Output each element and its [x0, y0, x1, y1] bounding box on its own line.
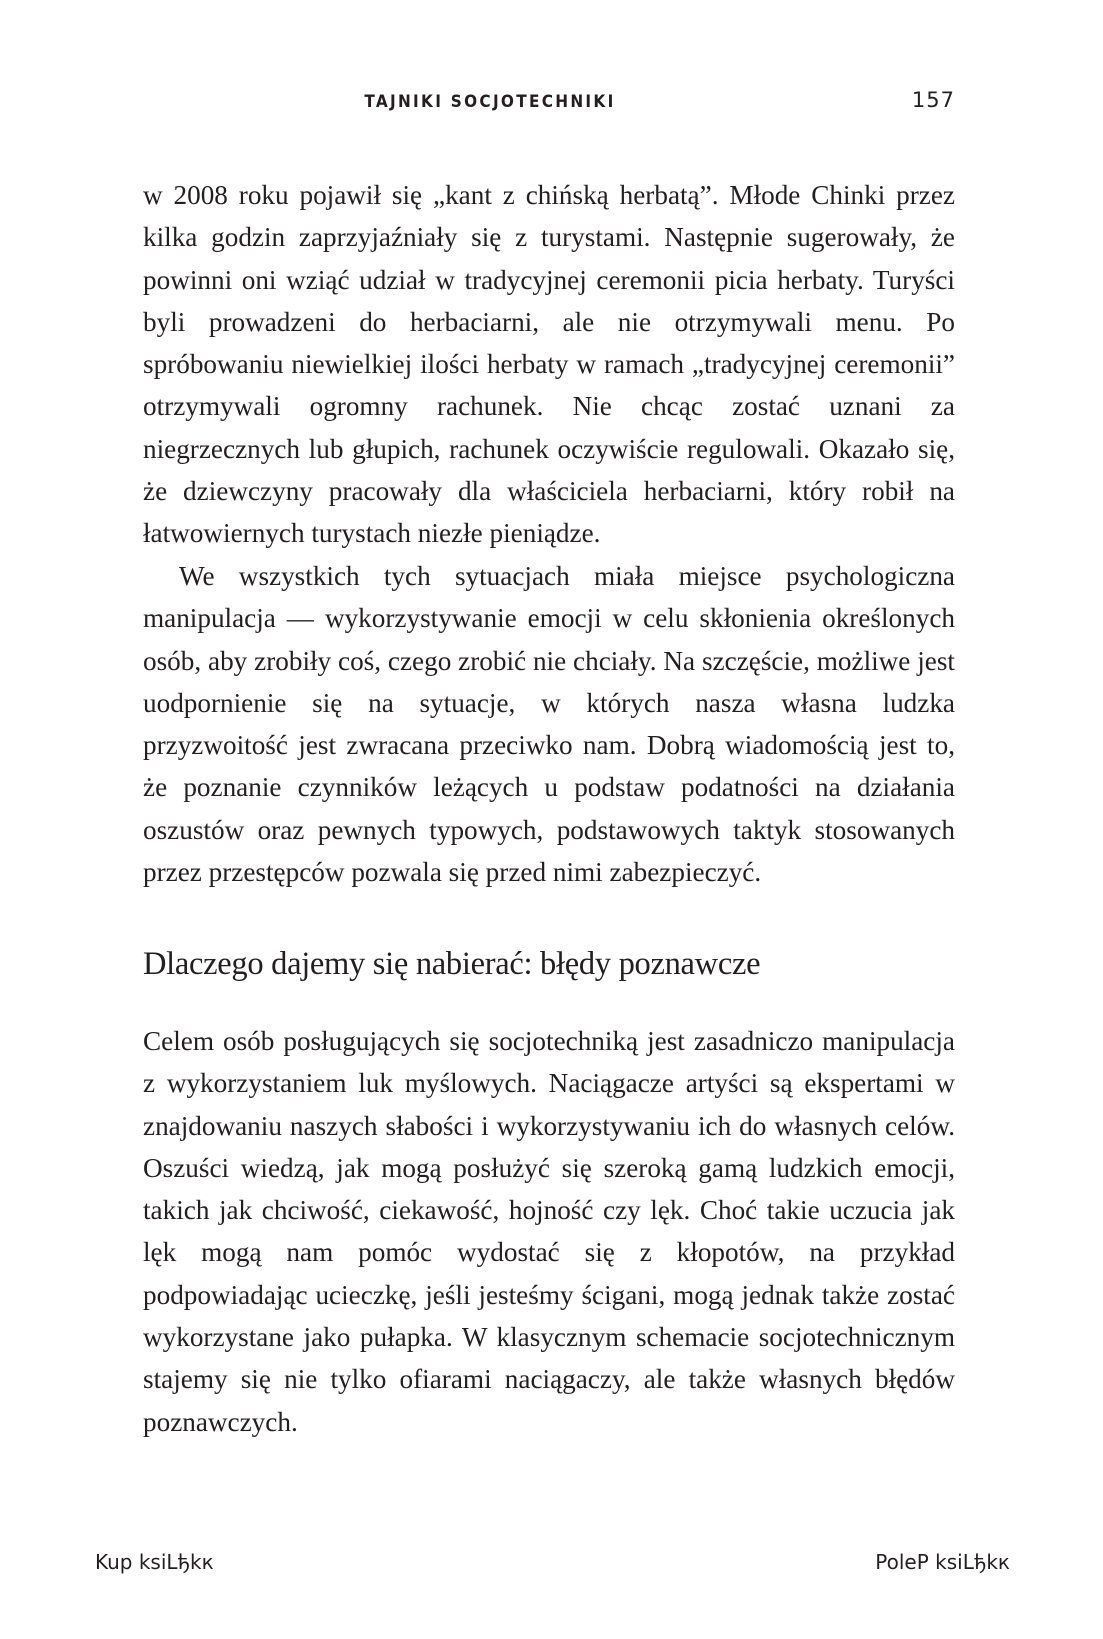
paragraph-cognitive-biases: Celem osób posługujących się socjotechniką jest zasadniczo manipulacja z wykorzystaniem luk myślowych. Naciągacze artyści są ekspertami w znajdowaniu naszych słabości i wykorzystywaniu ich do własnych celów. Oszuści wiedzą, jak mogą posłużyć się szeroką gamą ludzkich emocji, takich jak chciwość, ciekawość, hojność czy lęk. Choć takie uczucia jak lęk mogą nam pomóc wydostać się z kłopotów, na przykład podpowiadając ucieczkę, jeśli jesteśmy ścigani, mogą jednak także zostać wykorzystane jako pułapka. W klasycznym schemacie socjotechnicznym stajemy się nie tylko ofiarami naciągaczy, ale także własnych błędów poznawczych. [143, 1026, 955, 1437]
recommend-book-link[interactable]: PoleP ksiLђkк [875, 1550, 1010, 1574]
paragraph-continuation: w 2008 roku pojawił się „kant z chińską herbatą”. Młode Chinki przez kilka godzin zaprzyjaźniały się z turystami. Następnie sugerowały, że powinni oni wziąć udział w tradycyjnej ceremonii picia herbaty. Turyści byli prowadzeni do herbaciarni, ale nie otrzymywali menu. Po spróbowaniu niewielkiej ilości herbaty w ramach „tradycyjnej ceremonii” otrzymywali ogromny rachunek. Nie chcąc zostać uznani za niegrzecznych lub głupich, rachunek oczywiście regulowali. Okazało się, że dziewczyny pracowały dla właściciela herbaciarni, który robił na łatwowiernych turystach niezłe pieniądze. [143, 180, 955, 549]
paragraph-manipulation: We wszystkich tych sytuacjach miała miejsce psychologiczna manipulacja — wykorzystywanie emocji w celu skłonienia określonych osób, aby zrobiły coś, czego zrobić nie chciały. Na szczęście, możliwe jest uodpornienie się na sytuacje, w których nasza własna ludzka przyzwoitość jest zwracana przeciwko nam. Dobrą wiadomością jest to, że poznanie czynników leżących u podstaw podatności na działania oszustów oraz pewnych typowych, podstawowych taktyk stosowanych przez przestępców pozwala się przed nimi zabezpieczyć. [143, 561, 955, 888]
running-title: TAJNIKI SOCJOTECHNIKI [364, 92, 616, 112]
buy-book-link[interactable]: Kup ksiLђkк [95, 1550, 214, 1574]
paragraph-block-1 [143, 174, 955, 555]
section-heading: Dlaczego dajemy się nabierać: błędy poznawcze [143, 946, 761, 982]
paragraph-block-2 [143, 555, 955, 893]
page-number: 157 [911, 88, 955, 112]
paragraph-block-3 [143, 1020, 955, 1443]
running-head [300, 88, 955, 120]
